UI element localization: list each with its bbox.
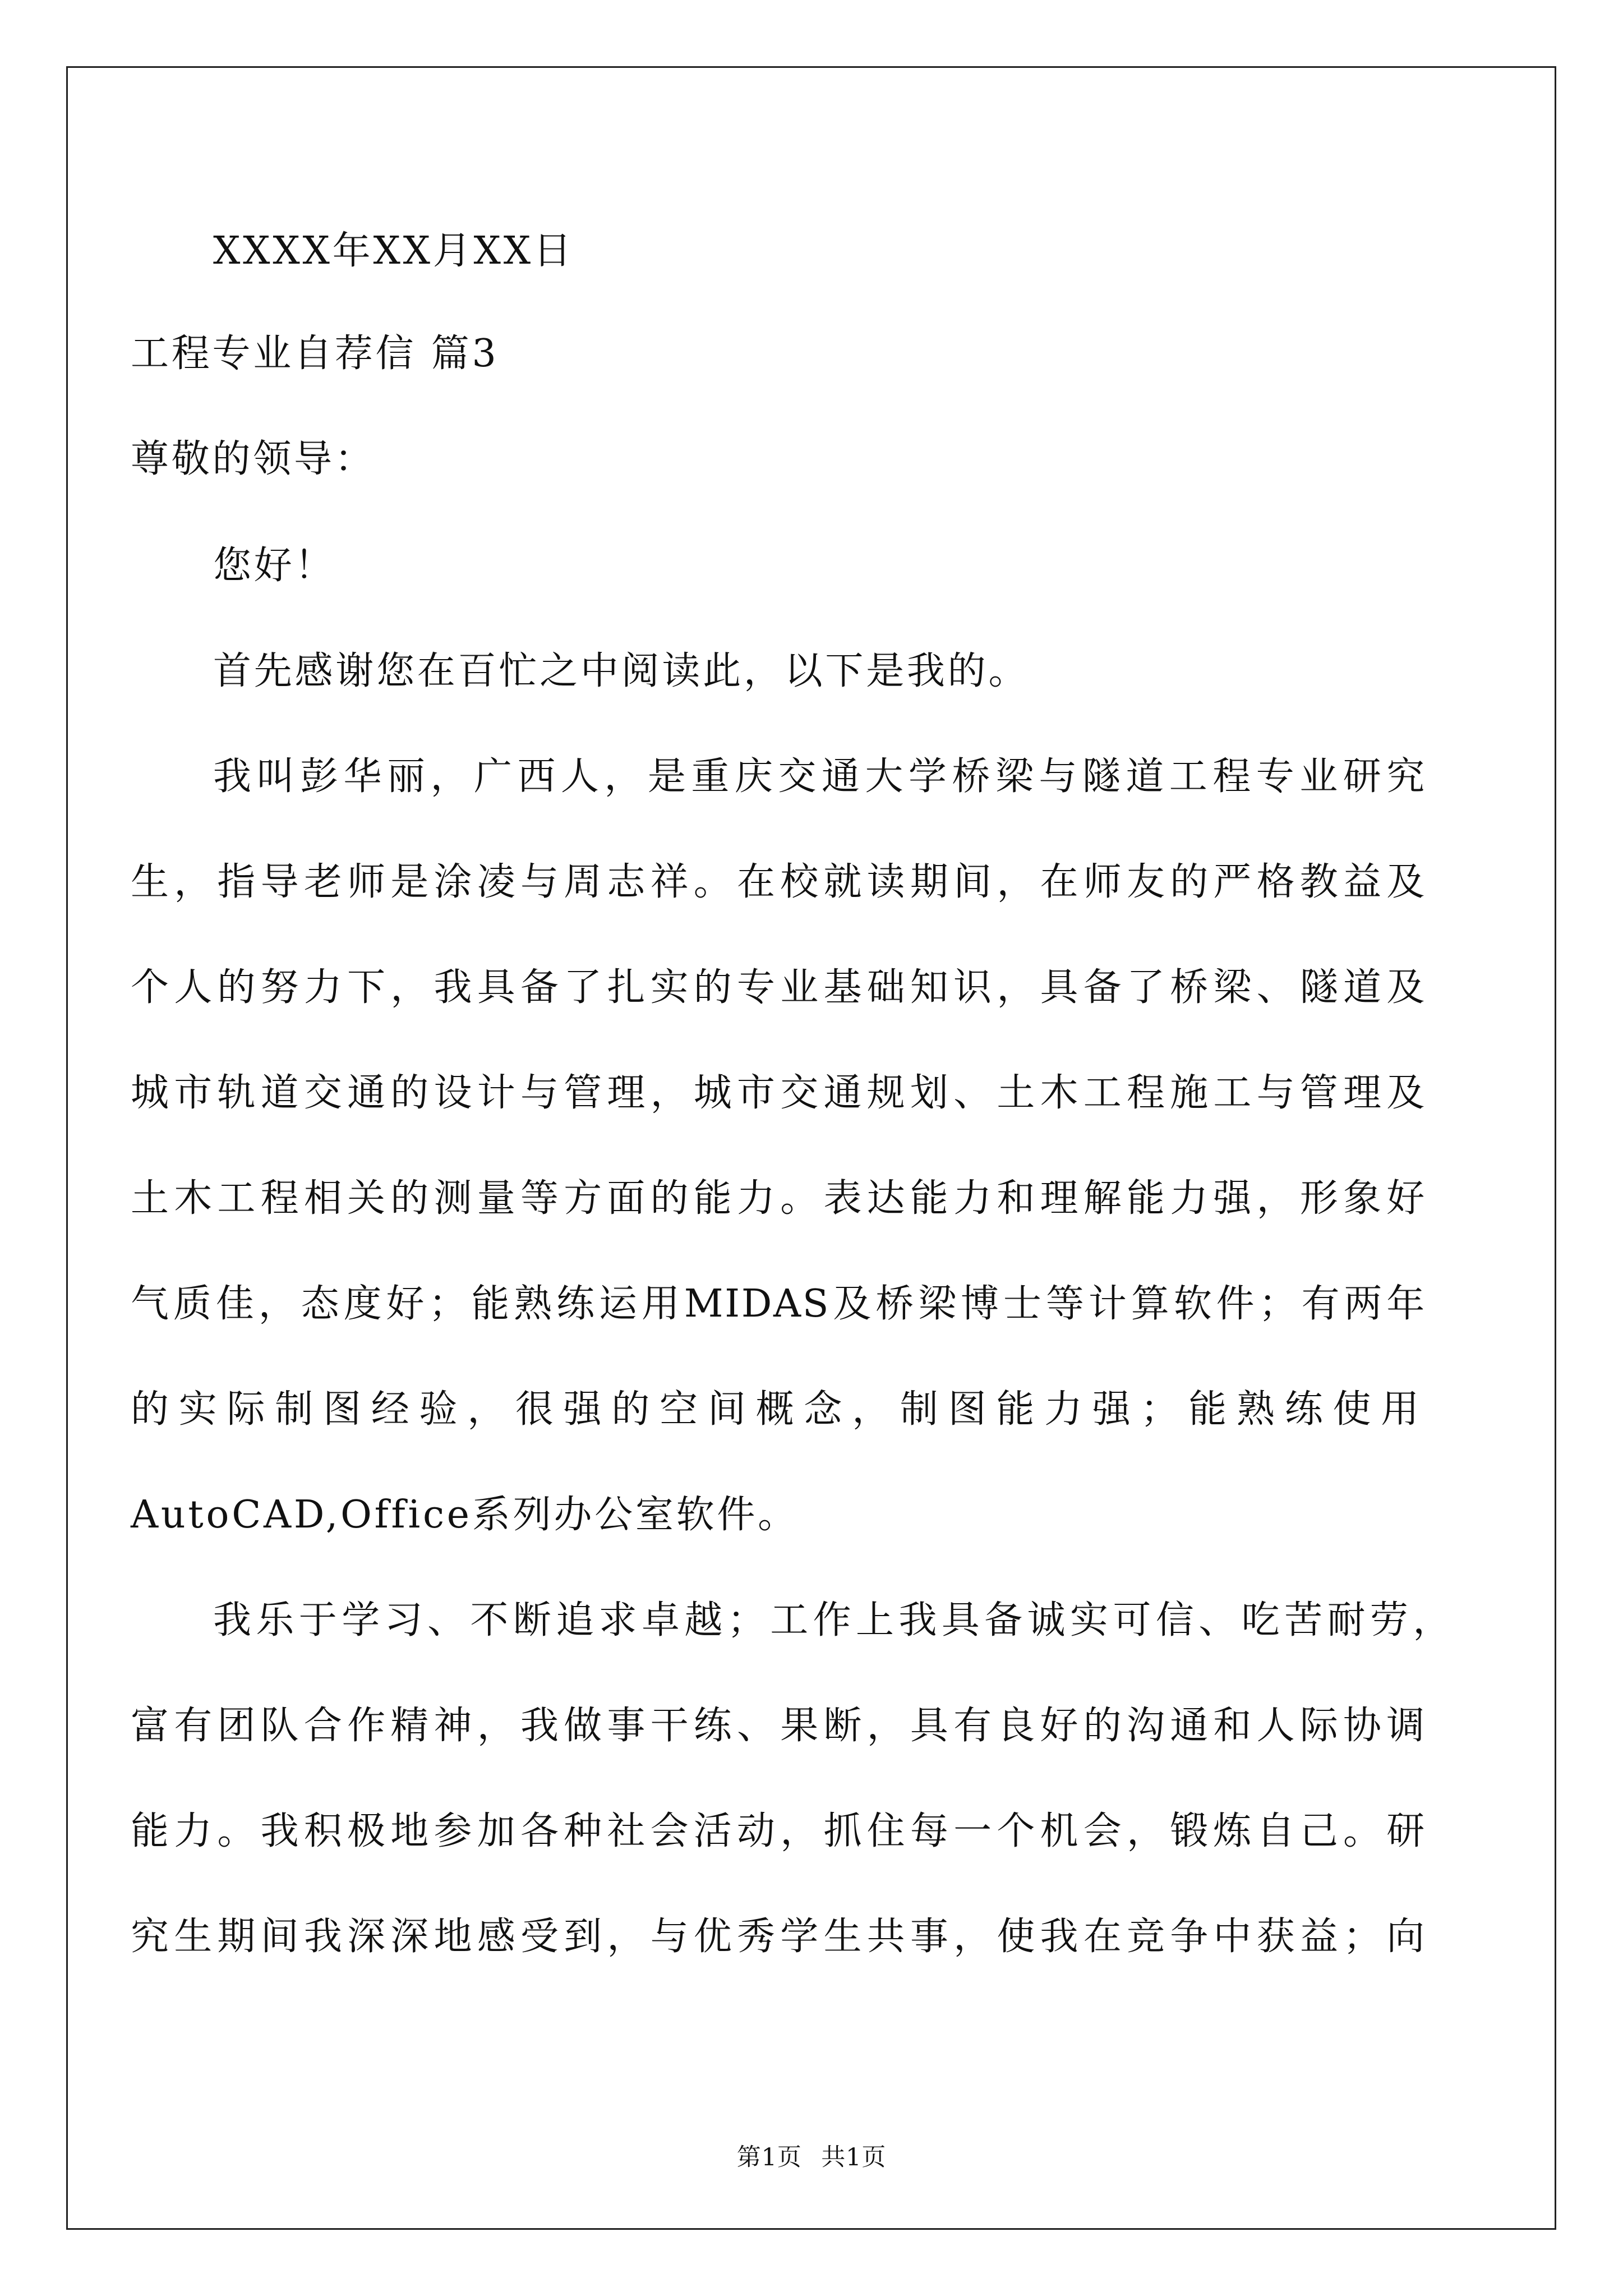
paragraph-2-line-5: 土木工程相关的测量等方面的能力。表达能力和理解能力强，形象好	[131, 1176, 1426, 1221]
page-number-current: 第1页	[736, 2143, 802, 2171]
page-footer	[0, 2143, 1623, 2171]
paragraph-2-line-3: 个人的努力下，我具备了扎实的专业基础知识，具备了桥梁、隧道及	[131, 965, 1426, 1010]
paragraph-2-line-4: 城市轨道交通的设计与管理，城市交通规划、土木工程施工与管理及	[131, 1071, 1426, 1115]
paragraph-3-line-2: 富有团队合作精神，我做事干练、果断，具有良好的沟通和人际协调	[131, 1704, 1426, 1748]
paragraph-3-line-1: 我乐于学习、不断追求卓越；工作上我具备诚实可信、吃苦耐劳，	[213, 1598, 1453, 1642]
section-title: 工程专业自荐信 篇3	[131, 332, 499, 376]
paragraph-2-line-1: 我叫彭华丽，广西人，是重庆交通大学桥梁与隧道工程专业研究	[213, 754, 1426, 799]
paragraph-2-line-8: AutoCAD,Office系列办公室软件。	[131, 1493, 799, 1537]
paragraph-2-line-7: 的实际制图经验，很强的空间概念，制图能力强；能熟练使用	[131, 1387, 1421, 1432]
page-number-total: 共1页	[821, 2143, 887, 2171]
salutation: 尊敬的领导：	[131, 437, 376, 481]
paragraph-2-line-2: 生，指导老师是涂凌与周志祥。在校就读期间，在师友的严格教益及	[131, 860, 1426, 904]
paragraph-1: 首先感谢您在百忙之中阅读此，以下是我的。	[213, 649, 1030, 693]
paragraph-3-line-3: 能力。我积极地参加各种社会活动，抓住每一个机会，锻炼自己。研	[131, 1809, 1426, 1853]
paragraph-2-line-6: 气质佳，态度好；能熟练运用MIDAS及桥梁博士等计算软件；有两年	[131, 1282, 1426, 1326]
paragraph-3-line-4: 究生期间我深深地感受到，与优秀学生共事，使我在竞争中获益；向	[131, 1915, 1426, 1959]
greeting: 您好！	[213, 544, 336, 588]
date-line: XXXX年XX月XX日	[213, 229, 574, 273]
